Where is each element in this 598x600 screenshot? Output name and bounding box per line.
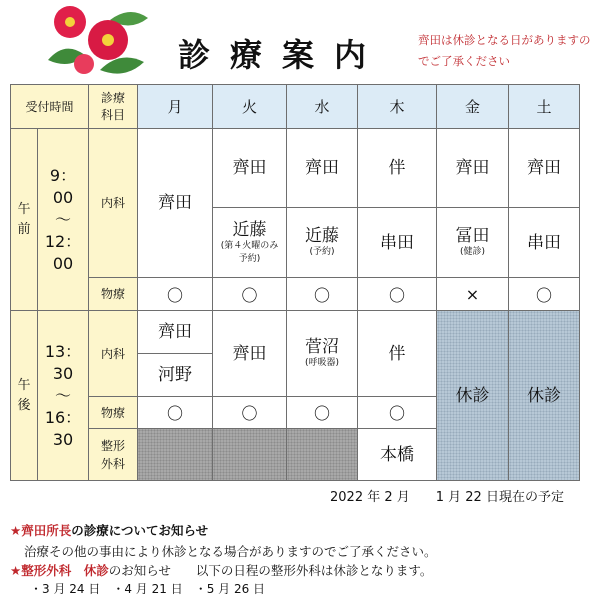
department-label: 診療科目 [100, 90, 125, 122]
department-header [88, 84, 138, 129]
dept-text: 内科 [100, 346, 125, 361]
pm-therapy-wed [286, 396, 358, 429]
am-therapy-wed [286, 277, 358, 311]
time-part: 00 [52, 253, 74, 273]
doctor-note: (呼吸器) [304, 358, 340, 368]
page-title: 診療案内 [178, 36, 387, 74]
day-header-wed [286, 84, 358, 129]
pm-time [37, 310, 89, 481]
am-thu-top-doctor [357, 128, 437, 208]
pm-label [10, 310, 38, 481]
doctor-name: 齊田 [158, 193, 192, 213]
am-wed-top-doctor [286, 128, 358, 208]
doctor-name: 齊田 [305, 158, 339, 178]
schedule-date: 2022 年 2 月 1 月 22 日現在の予定 [330, 490, 564, 505]
time-part: 30 [52, 363, 74, 383]
am-therapy-fri [436, 277, 509, 311]
day-header-fri [436, 84, 509, 129]
am-therapy-sat [508, 277, 580, 311]
orthopedics-closed-dates: ・3 月 24 日 ・4 月 21 日 ・5 月 26 日 [30, 582, 266, 596]
am-sat-top-doctor [508, 128, 580, 208]
doctor-name: 齊田 [455, 158, 490, 178]
doctor-name: 伴 [388, 343, 406, 364]
day-label: 土 [536, 98, 552, 116]
doctor-name: 串田 [527, 232, 561, 253]
am-label-text: 午前 [17, 201, 31, 237]
pm-therapy-tue [212, 396, 287, 429]
pm-orthopedics-label [88, 428, 138, 481]
director-notice-body: 治療その他の事由により休診となる場合がありますのでご了承ください。 [24, 544, 437, 559]
availability-mark: 〇 [241, 285, 258, 305]
closure-notice: 齊田は休診となる日がありますのでご了承ください [418, 33, 591, 68]
doctor-name: 齊田 [232, 158, 267, 178]
orthopedics-notice-text: のお知らせ 以下の日程の整形外科は休診となります。 [108, 563, 433, 578]
day-label: 水 [314, 98, 330, 116]
pm-thu-doctor [357, 310, 437, 397]
doctor-note: (予約) [309, 247, 335, 257]
time-part: 00 [52, 187, 74, 207]
director-notice-highlight: ★齊田所長 [10, 523, 72, 538]
pm-wed-doctor [286, 310, 358, 397]
pm-therapy-mon [137, 396, 213, 429]
pm-mon-bottom-doctor [137, 353, 213, 397]
am-fri-top-doctor [436, 128, 509, 208]
am-internal-medicine-label [88, 128, 138, 278]
doctor-note: (健診) [459, 247, 486, 257]
doctor-name: 本橋 [380, 444, 414, 465]
availability-mark: 〇 [313, 285, 330, 305]
doctor-name: 齊田 [232, 343, 267, 364]
availability-mark: 〇 [166, 404, 183, 423]
am-sat-bottom-doctor [508, 207, 580, 278]
pm-fri-closed [436, 310, 509, 481]
am-tue-bottom-doctor [212, 207, 287, 278]
am-therapy-tue [212, 277, 287, 311]
dept-text: 整形外科 [101, 438, 126, 471]
pm-mon-top-doctor [137, 310, 213, 354]
closed-label: 休診 [527, 385, 561, 406]
day-header-sat [508, 84, 580, 129]
am-mon-doctor [137, 128, 213, 278]
pm-ortho-wed-closed [286, 428, 358, 481]
camellia-flower-icon [40, 0, 152, 82]
pm-ortho-thu-doctor [357, 428, 437, 481]
availability-mark: 〇 [241, 404, 258, 423]
availability-mark: 〇 [388, 285, 405, 305]
day-label: 木 [389, 98, 405, 116]
availability-mark: 〇 [313, 404, 330, 423]
doctor-name: 齊田 [527, 158, 561, 178]
orthopedics-notice-heading [10, 561, 432, 579]
director-notice-heading [10, 521, 208, 539]
availability-mark: 〇 [535, 285, 552, 305]
doctor-name: 冨田 [455, 226, 490, 246]
am-time [37, 128, 89, 311]
doctor-name: 串田 [380, 232, 414, 253]
dept-text: 内科 [100, 196, 125, 210]
pm-therapy-thu [357, 396, 437, 429]
am-label [10, 128, 38, 311]
am-fri-bottom-doctor [436, 207, 509, 278]
time-part: 16： [44, 407, 82, 427]
dept-text: 物療 [100, 287, 125, 301]
am-therapy-mon [137, 277, 213, 311]
pm-ortho-mon-closed [137, 428, 213, 481]
am-therapy-thu [357, 277, 437, 311]
day-label: 金 [464, 98, 480, 116]
doctor-name: 近藤 [232, 219, 267, 240]
am-tue-top-doctor [212, 128, 287, 208]
doctor-name: 河野 [158, 365, 192, 385]
doctor-name: 菅沼 [305, 337, 339, 357]
day-header-mon [137, 84, 213, 129]
closed-label: 休診 [455, 385, 490, 406]
availability-mark: 〇 [388, 404, 405, 423]
doctor-name: 近藤 [305, 226, 339, 246]
time-part: ～ [54, 209, 71, 229]
day-label: 月 [167, 98, 183, 116]
pm-label-text: 午後 [17, 377, 31, 413]
pm-ortho-tue-closed [212, 428, 287, 481]
availability-mark: × [465, 284, 480, 304]
time-part: 13： [44, 341, 82, 361]
pm-tue-doctor [212, 310, 287, 397]
doctor-name: 伴 [388, 158, 406, 178]
time-part: 12： [44, 231, 82, 251]
time-part: ～ [54, 385, 71, 405]
am-thu-bottom-doctor [357, 207, 437, 278]
dept-text: 物療 [100, 405, 125, 420]
day-label: 火 [241, 98, 257, 116]
doctor-name: 齊田 [158, 322, 192, 342]
time-part: 30 [52, 429, 74, 449]
director-notice-text: の診療についてお知らせ [71, 523, 209, 538]
reception-time-header [10, 84, 89, 129]
am-physiotherapy-label [88, 277, 138, 311]
day-header-tue [212, 84, 287, 129]
time-part: 9： [49, 165, 77, 185]
orthopedics-notice-highlight: ★整形外科 休診 [10, 563, 109, 578]
pm-sat-closed [508, 310, 580, 481]
am-wed-bottom-doctor [286, 207, 358, 278]
day-header-thu [357, 84, 437, 129]
availability-mark: 〇 [166, 285, 183, 305]
reception-time-label: 受付時間 [25, 100, 74, 114]
doctor-note: (第４火曜のみ予約) [220, 240, 279, 264]
pm-internal-medicine-label [88, 310, 138, 397]
pm-physiotherapy-label [88, 396, 138, 429]
